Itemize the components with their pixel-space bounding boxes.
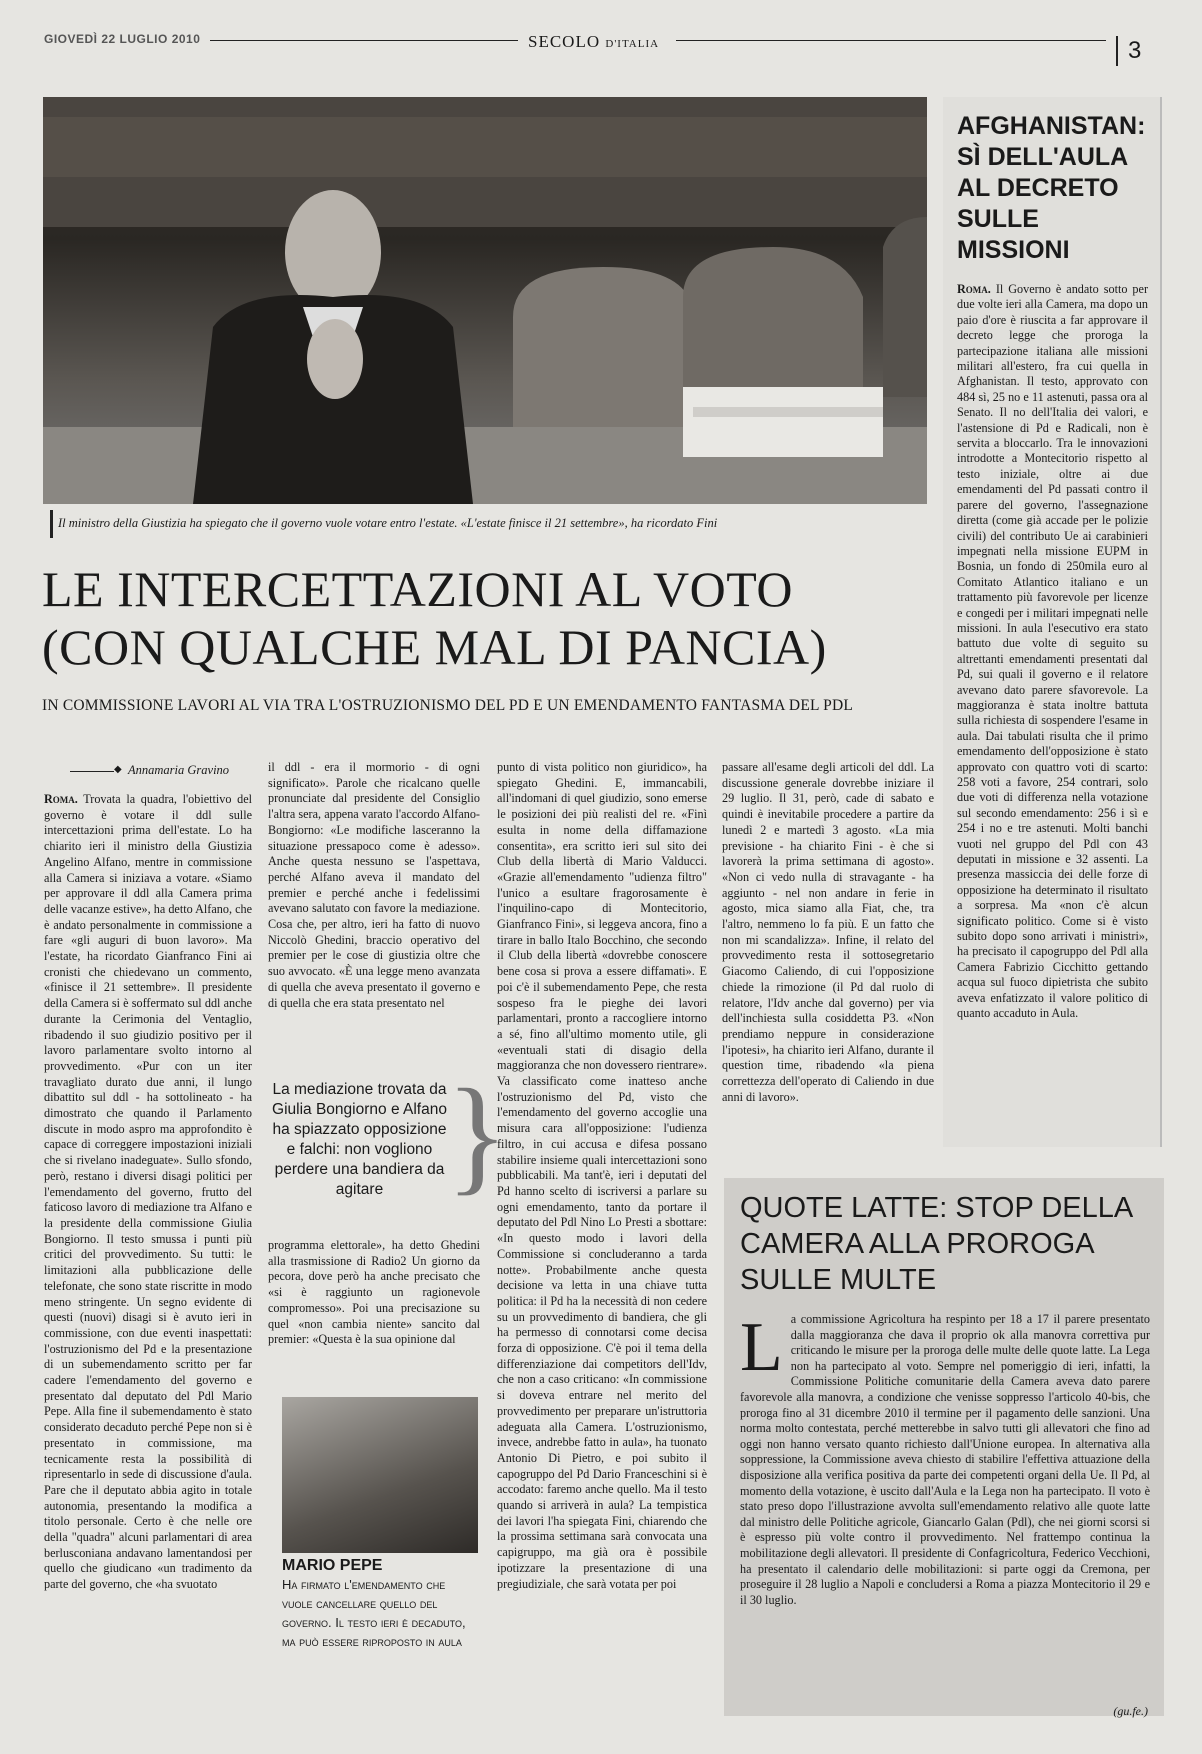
column-3-text: punto di vista politico non giuridico», ha spiegato Ghedini. E, immancabili, all'indomani di quel giudizio, sono emerse le posizioni dei più realisti del re. «Finì esulta in nome della diffamazione consentita», era scritto ieri sul sito dei Club della libertà di Mario Valducci. «Grazie all'emendamento "udienza filtro" l'unico a esultare fragorosamente è l'inquilino-capo di Montecitorio, Gianfranco Fini», si leggeva ancora, fino a tirare in ballo Italo Bocchino, che secondo il Club della libertà «dovrebbe conoscere bene cosa si prova a essere diffamati». E poi c'è il subemendamento Pepe, che resta sospeso fra le pieghe dei lavori parlamentari, pronto a raccogliere intorno a sé, fino all'ultimo momento utile, gli «eventuali stati di disagio della maggioranza che non dovessero rientrare». Va classificato come inatteso anche l'ostruzionismo del Pd, visto che l'emendamento del governo accoglie una misura cara all'opposizione: l'udienza filtro, in cui accusa e difesa possano stabilire insieme quali intercettazioni sono pubblicabili. Ma tant'è, ieri i deputati del Pd hanno scelto di iscriversi a parlare su ogni emendamento, tanto da portare il deputato del Pdl Nino Lo Presti a sbottare: «In questo modo i lavori della Commissione si concluderanno a tarda notte». Probabilmente anche questa decisione va letta in una chiave tutta politica: il Pd ha la necessità di non cedere su un provvedimento di bandiera, che gli ha permesso di connotarsi come decisa forza di opposizione. C'è poi il tema della differenziazione dai competitors dell'Idv, che non a caso criticano: «In commissione si doveva entrare nel merito del provvedimento per preparare un'istruttoria adeguata alla Camera. L'ostruzionismo, invece, andrebbe fatto in aula», ha tuonato Antonio Di Pietro, e poi subito il capogruppo del Pd Dario Franceschini si è accodato: faremo anche quello. Ma il testo quando si arriverà in aula? La tempistica dei lavori l'ha spiegata Fini, chiarendo che la prossima settimana sarà convocata una capigruppo, ma già ora è possibile ipotizzare la presentazione di una pregiudiziale, che sarà votata per poi [497,760,707,1591]
header-rule-left [210,40,518,41]
sidebar-body [943,266,1160,1112]
article-column-3 [497,760,707,1722]
quote-latte-headline: QUOTE LATTE: STOP DELLA CAMERA ALLA PROROGA SULLE MULTE [740,1192,1132,1296]
byline-diamond-icon: ◆ [114,764,122,775]
caption-bar [50,510,53,538]
quote-latte-box [724,1178,1164,1716]
masthead-name: SECOLO [528,32,601,51]
mario-pepe-box [282,1397,478,1657]
quote-latte-text: a commissione Agricoltura ha respinto per 18 a 17 il parere presentato dalla maggioranza che dava il proprio ok alla manovra correttiva pur criticando le misure per la proroga delle multe delle quote latte. La Lega non ha partecipato al voto. Sempre nel pomeriggio di ieri, infatti, la Commissione Politiche comunitarie della Camera aveva dato parere favorevole alla manovra, a condizione che venisse soppresso l'articolo 40-bis, che proroga fino al 31 dicembre 2010 il termine per il pagamento delle sanzioni. Una norma molto contestata, perché metterebbe in salvo tutti gli allevatori che fino ad oggi non hanno versato quanto richiesto dall'Unione europea. In alternativa alla soppressione, la Commissione aveva chiesto di stabilire l'effettiva attuazione della disposizione alla verifica positiva da parte dei competenti organi della Ue. Il Pd, al momento della votazione, è uscito dall'Aula e la Lega non ha partecipato. Il voto è stato preso dopo l'illustrazione avvolta sull'emendamento relativo alle quote latte dal ministro delle Politiche agricole, Giancarlo Galan (Pdl), che nei giorni scorsi si è espresso più volte contro il provvedimento. Nel frattempo continua la mobilitazione degli allevatori. Il presidente di Confagricoltura, Federico Vecchioni, ha presentato il calendario delle mobilitazioni: si parte oggi da Cremona, per proseguire il 28 luglio a Napoli e concludersi a Roma a piazza Montecitorio il 29 e il 30 luglio. [740,1312,1150,1607]
byline-rule [70,771,114,772]
article-column-2 [268,760,480,1048]
mario-pepe-name: MARIO PEPE [282,1557,383,1574]
column-2-bottom-text: programma elettorale», ha detto Ghedini alla trasmissione di Radio2 Un giorno da pecora, dove però ha anche precisato che «si è raggiunto un ragionevole compromesso». Poi una precisazione su quel «non cambia niente» sancito dal premier: «Questa è la sua opinione dal [268,1238,480,1347]
column-1-body: Trovata la quadra, l'obiettivo del governo è votare il ddl sulle intercettazioni prima dell'estate. Lo ha chiarito ieri il ministro della Giustizia Angelino Alfano, mentre in commissione alla Camera si iniziava a votare. «Siamo per approvare il ddl alla Camera prima delle vacanze estive», ha detto Alfano, che è andato personalmente in commissione a fare «gli auguri di buon lavoro». Ma l'estate, ha ricordato Gianfranco Fini ai cronisti che chiedevano un commento, «finisce il 21 settembre». Il presidente della Camera si è soffermato sul ddl anche durante la Cerimonia del Ventaglio, ribadendo il suo giudizio positivo per il lavoro parlamentare svolto intorno al provvedimento. «Pur con un iter travagliato durato due anni, il lungo dibattito sul ddl - ha sottolineato - ha dimostrato che quando il Parlamento discute in modo aspro ma approfondito è capace di correggere impostazioni iniziali che si rivelano inadeguate». Sullo sfondo, però, restano i diversi disagi politici per l'emendamento del governo, frutto del faticoso lavoro di mediazione tra Alfano e la presidente della commissione Giulia Bongiorno. Il testo smussa i punti più critici del provvedimento. Su tutti: le limitazioni alla pubblicazione delle telefonate, che sono state riscritte in modo meno stringente. Un segno evidente di questi (nuovi) disagi si è avuto ieri in commissione, con due eventi inaspettati: l'ostruzionismo del Pd e la presentazione di un subemendamento scritto per far cadere l'emendamento del governo e presentato dal deputato del Pdl Mario Pepe. Alla fine il subemendamento è stato considerato decaduto perché Pepe non si è presentato in commissione, ma tecnicamente resta la possibilità di ripresentarlo in sede di discussione d'aula. Pare che il deputato abbia agito in totale autonomia, presentando la modifica a titolo personale. Certo è che nelle ore della "quadra" alcuni parlamentari di area berlusconiana andavano lamentandosi per quello che giudicano «un tradimento da parte del governo, che «ha svuotato [44,792,252,1592]
article-column-4 [722,760,934,1140]
column-2-top-text: il ddl - era il mormorio - di ogni significato». Parole che ricalcano quelle pronunciate dal presidente del Consiglio l'altra sera, appena varato l'accordo Alfano-Bongiorno: «Le modifiche lasceranno la situazione pressapoco come è adesso». Anche questa nessuno se l'aspettava, perché Alfano aveva il mandato del premier e perché anche i fedelissimi avevano salutato con favore la mediazione. Cosa che, per altro, ieri ha fatto di nuovo Niccolò Ghedini, braccio operativo del premier per le cose di giustizia oltre che suo avvocato. «È una legge meno avanzata di quella che aveva presentato il governo e di quella che era stata presentato nel [268,760,480,1010]
column-4-text: passare all'esame degli articoli del ddl. La discussione generale dovrebbe iniziare il 29 luglio. Il 31, però, cade di sabato e quindi è inevitabile procedere a partire da lunedì 2 e martedì 3 agosto. «La mia previsione - ha chiarito Fini - è che si lavorerà la prima settimana di agosto». «Non ci vedo nulla di stravagante - ha aggiunto - nel non andare in ferie in agosto, mica siamo alla Fiat, che, tra l'altro, nemmeno lo fa più. E un fatto che non mi scandalizza». Infine, il relato del provvedimento resta il sottosegretario Giacomo Caliendo, di cui l'opposizione chiede la rimozione (il Pd dal ruolo di relatore, l'Idv anche dal governo) per via dell'inchiesta sulla cosiddetta P3. «Non prendiamo neppure in considerazione l'ipotesi», ha chiarito ieri Alfano, durante il question time, ribadendo «la piena correttezza dell'operato di Caliendo in due anni di lavoro». [722,760,934,1104]
mario-pepe-text: Ha firmato l'emendamento che vuole cancellare quello del governo. Il testo ieri è decaduto, ma può essere riproposto in aula [282,1577,466,1649]
photo-illustration [43,97,927,504]
dateline: Roma. [44,792,78,806]
quote-latte-body [724,1298,1164,1704]
article-column-2-continued [268,1238,480,1378]
drop-cap: L [740,1309,783,1386]
column-1-text [44,792,252,1593]
afghanistan-sidebar [943,97,1162,1147]
article-headline [42,560,827,676]
masthead-suffix: D'ITALIA [605,38,660,50]
header-rule-right [676,40,1106,41]
byline: Annamaria Gravino [128,763,230,777]
mario-pepe-photo [282,1397,478,1553]
headline-line-2: (CON QUALCHE MAL DI PANCIA) [42,619,827,675]
photo-caption: Il ministro della Giustizia ha spiegato che il governo vuole votare entro l'estate. «L'estate finisce il 21 settembre», ha ricordato Fini [58,516,718,530]
issue-date: GIOVEDÌ 22 LUGLIO 2010 [44,32,201,46]
minister-photo [43,97,927,504]
headline-line-1: LE INTERCETTAZIONI AL VOTO [42,561,794,617]
newspaper-masthead [528,32,659,52]
sidebar-text: Il Governo è andato sotto per due volte ieri alla Camera, ma dopo un paio d'ore è riuscita a far approvare il decreto legge che proroga la partecipazione italiana alle missioni militari all'estero, fra cui quella in Afghanistan. Il testo, approvato con 484 sì, 25 no e 11 astenuti, passa ora al Senato. Il no dell'Italia dei valori, e l'astensione di Pd e Radicali, non è servita a bloccarlo. Tra le innovazioni introdotte a Montecitorio rispetto al testo iniziale, oltre ai due emendamenti del Pd passati contro il parere del governo, l'assegnazione diretta (come già accade per le polizie civili) del contributo Ue ai carabinieri impegnati nella missione EUPM in Bosnia, un fondo di 250mila euro al Comitato Atlantico italiano e un trattamento più favorevole per licenze e congedi per i militari impegnati nelle missioni. In aula l'esecutivo era stato battuto due volte di seguito su altrettanti emendamenti presentati dal Pd, sui quali il governo e il relatore avevano dato parere sfavorevole. La maggioranza è stata inoltre battuta sulla richiesta di sospendere l'esame in aula. Dai tabulati risulta che il primo emendamento dell'opposizione è stato approvato con quattro voti di scarto: 258 voti a favore, 254 contrari, solo due voti di differenza nella votazione sul secondo emendamento: 256 i sì e 254 i no e tre astenuti. Molti banchi vuoti nel gruppo del Pdl con 43 deputati in missione e 32 assenti. La presenza massiccia dei delle forze di opposizione ha determinato il risultato a sorpresa. Ma «non c'è alcun significato politico. Come si è visto subito dopo sono arrivati i ministri», ha precisato il capogruppo del Pdl alla Camera Fabrizio Cicchitto gettando acqua sul fuoco dipietrista che subito aveva enfatizzato il valore politico di quanto accaduto in Aula. [957,282,1148,1021]
page-number: 3 [1116,36,1141,66]
sidebar-dateline: Roma. [957,282,991,296]
quote-latte-signature: (gu.fe.) [1113,1704,1148,1718]
pull-quote: La mediazione trovata da Giulia Bongiorno e Alfano ha spiazzato opposizione e falchi: non vogliono perdere una bandiera da agitare [272,1081,447,1198]
pull-quote-brace: } [446,1063,509,1207]
article-subheadline: IN COMMISSIONE LAVORI AL VIA TRA L'OSTRUZIONISMO DEL PD E UN EMENDAMENTO FANTASMA DEL PDL [42,697,854,714]
sidebar-headline: AFGHANISTAN: SÌ DELL'AULA AL DECRETO SULLE MISSIONI [957,112,1146,264]
article-column-1 [44,792,252,1722]
